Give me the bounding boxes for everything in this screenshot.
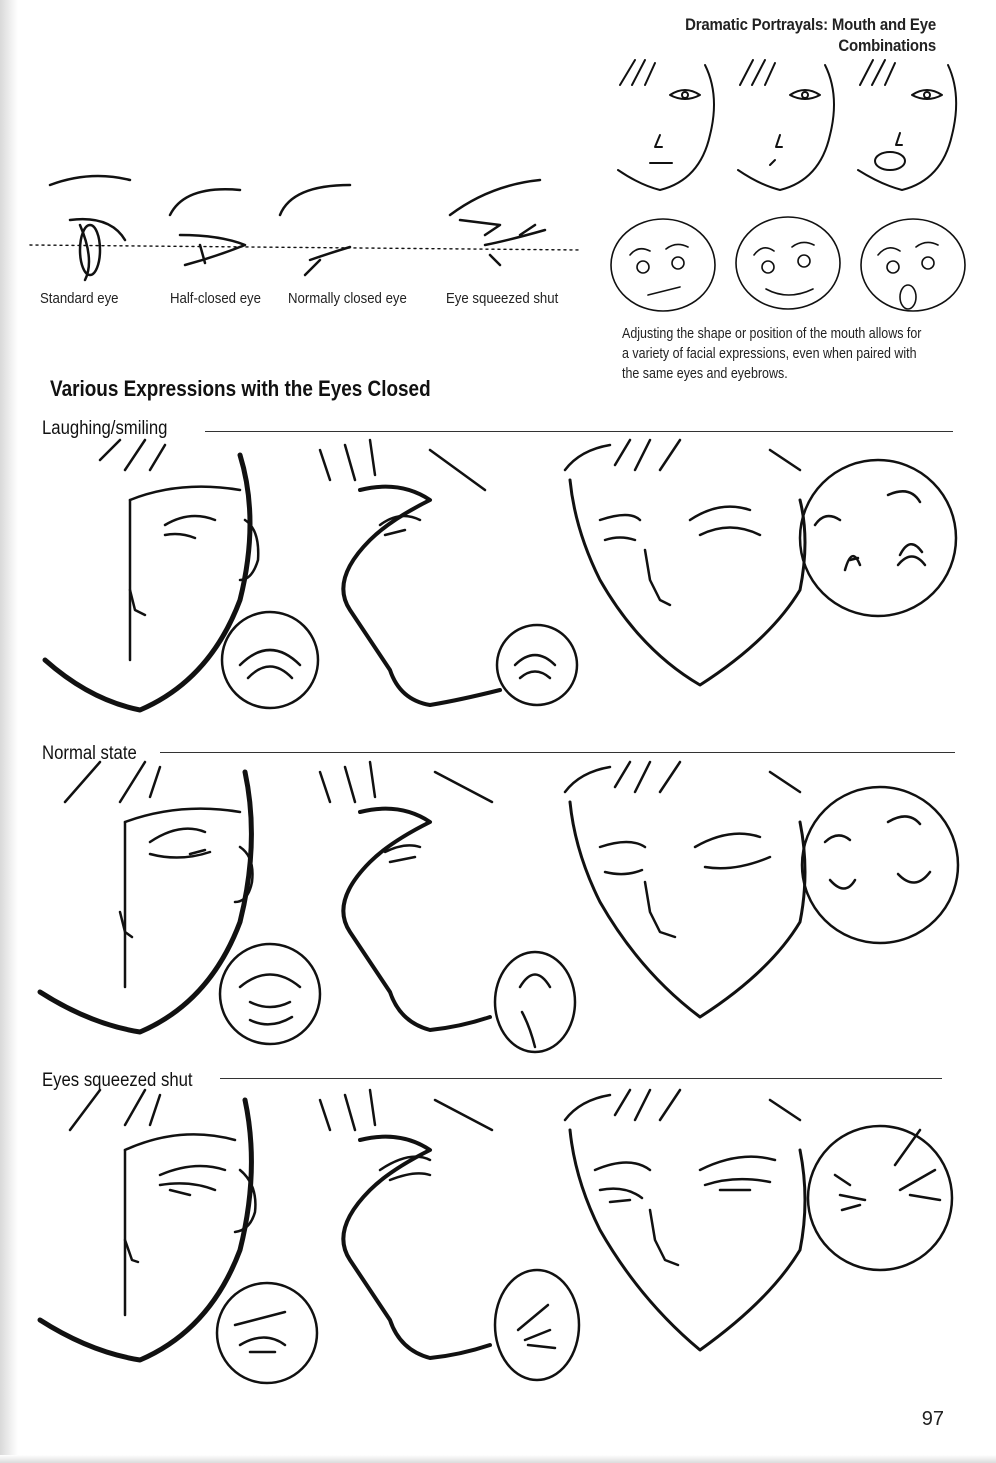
squeezed-front-face bbox=[40, 1090, 317, 1383]
circle-variation-3 bbox=[861, 219, 965, 311]
rule-normal bbox=[160, 752, 955, 753]
laughing-faces-row bbox=[30, 440, 970, 740]
face-variation-2 bbox=[738, 60, 834, 190]
mouth-variation-faces bbox=[600, 55, 980, 205]
laughing-front-face bbox=[45, 440, 318, 710]
section-heading: Various Expressions with the Eyes Closed bbox=[50, 376, 431, 401]
header-title-line-2: Combinations bbox=[838, 36, 936, 55]
caption-half-closed-eye: Half-closed eye bbox=[170, 290, 261, 307]
squeezed-profile-face bbox=[320, 1090, 579, 1380]
laughing-profile-face bbox=[320, 440, 577, 705]
face-variation-3 bbox=[858, 60, 956, 190]
squeezed-three-quarter-face bbox=[565, 1090, 952, 1350]
rule-squeezed bbox=[220, 1078, 942, 1079]
row-label-squeezed: Eyes squeezed shut bbox=[42, 1070, 200, 1092]
header-title-line-1: Dramatic Portrayals: Mouth and Eye bbox=[685, 15, 936, 34]
squeezed-eye-drawing bbox=[450, 180, 545, 265]
face-variation-1 bbox=[618, 60, 714, 190]
normal-profile-face bbox=[320, 762, 575, 1052]
mouth-variation-circles bbox=[608, 215, 973, 320]
eye-types-illustration bbox=[30, 165, 590, 285]
row-label-laughing: Laughing/smiling bbox=[42, 418, 175, 440]
normal-three-quarter-face bbox=[565, 762, 958, 1017]
page-number: 97 bbox=[921, 1408, 944, 1430]
squeezed-faces-row bbox=[30, 1090, 970, 1400]
circle-variation-2 bbox=[736, 217, 840, 309]
half-closed-eye-drawing bbox=[170, 189, 245, 265]
page-header-title bbox=[654, 14, 936, 56]
caption-squeezed-eye: Eye squeezed shut bbox=[446, 290, 559, 307]
normal-faces-row bbox=[30, 762, 970, 1072]
rule-laughing bbox=[205, 431, 953, 432]
mouth-adjustment-note: Adjusting the shape or position of the mouth allows for a variety of facial expressions, even when paired with the same eyes and eyebrows. bbox=[622, 326, 922, 382]
caption-standard-eye: Standard eye bbox=[40, 290, 119, 307]
book-gutter-shadow bbox=[0, 0, 18, 1463]
normal-front-face bbox=[40, 762, 320, 1044]
row-label-normal: Normal state bbox=[42, 743, 144, 765]
page-bottom-edge bbox=[0, 1455, 996, 1463]
normally-closed-eye-drawing bbox=[280, 185, 350, 275]
circle-variation-1 bbox=[611, 219, 715, 311]
laughing-three-quarter-face bbox=[565, 440, 956, 685]
standard-eye-drawing bbox=[50, 176, 130, 280]
caption-normally-closed-eye: Normally closed eye bbox=[288, 290, 407, 307]
